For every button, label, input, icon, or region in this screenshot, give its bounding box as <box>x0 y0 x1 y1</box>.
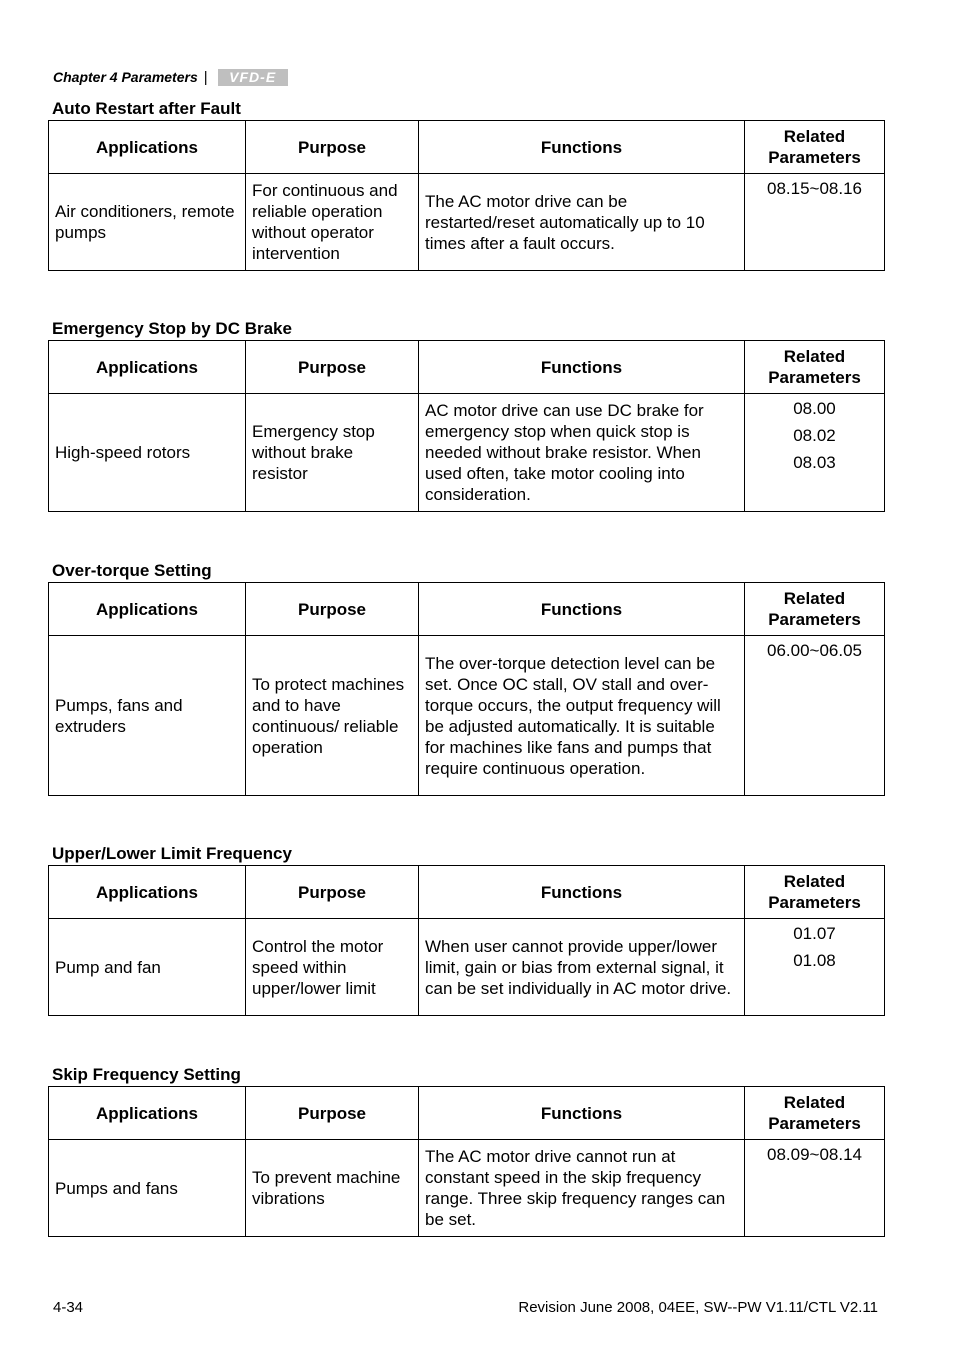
parameter-code: 01.08 <box>793 951 836 970</box>
col-applications: Applications <box>49 583 246 636</box>
col-related-parameters: Related Parameters <box>745 1087 885 1140</box>
header-separator: | <box>203 68 208 86</box>
table-header-row <box>49 121 885 174</box>
page-number: 4-34 <box>53 1299 84 1316</box>
section-title: Auto Restart after Fault <box>52 99 241 118</box>
related-parameters-cell <box>745 636 885 796</box>
application-table <box>48 120 885 271</box>
section-upper-lower-limit <box>48 843 884 1016</box>
col-applications: Applications <box>49 1087 246 1140</box>
functions-cell: The AC motor drive cannot run at constant speed in the skip frequency range. Three skip frequency ranges can be set. <box>419 1140 745 1237</box>
table-header-row <box>49 866 885 919</box>
functions-cell: AC motor drive can use DC brake for emergency stop when quick stop is needed without brake resistor. When used often, take motor cooling into consideration. <box>419 394 745 512</box>
functions-cell: When user cannot provide upper/lower limit, gain or bias from external signal, it can be set individually in AC motor drive. <box>419 919 745 1016</box>
col-functions: Functions <box>419 583 745 636</box>
col-related-parameters: Related Parameters <box>745 583 885 636</box>
col-applications: Applications <box>49 121 246 174</box>
col-purpose: Purpose <box>246 121 419 174</box>
table-header-row <box>49 341 885 394</box>
col-related-parameters: Related Parameters <box>745 121 885 174</box>
col-purpose: Purpose <box>246 866 419 919</box>
col-functions: Functions <box>419 341 745 394</box>
related-parameters-cell <box>745 1140 885 1237</box>
col-purpose: Purpose <box>246 583 419 636</box>
related-parameters-cell <box>745 919 885 1016</box>
parameter-code: 08.00 <box>793 399 836 418</box>
col-applications: Applications <box>49 866 246 919</box>
section-skip-frequency <box>48 1064 884 1237</box>
col-purpose: Purpose <box>246 1087 419 1140</box>
section-title: Skip Frequency Setting <box>52 1065 241 1084</box>
application-table <box>48 340 885 512</box>
section-title: Emergency Stop by DC Brake <box>52 319 292 338</box>
parameter-code: 08.09~08.14 <box>766 1145 862 1164</box>
chapter-title: Chapter 4 Parameters <box>53 69 198 85</box>
table-header-row <box>49 1087 885 1140</box>
table-row <box>49 919 885 1016</box>
parameter-code: 08.02 <box>793 426 836 445</box>
purpose-cell: Control the motor speed within upper/lower limit <box>246 919 419 1016</box>
parameter-code: 01.07 <box>793 924 836 943</box>
applications-cell: High-speed rotors <box>49 394 246 512</box>
table-header-row <box>49 583 885 636</box>
col-functions: Functions <box>419 866 745 919</box>
page-header <box>53 66 288 88</box>
application-table <box>48 865 885 1016</box>
related-parameters-cell <box>745 174 885 271</box>
section-auto-restart <box>48 98 884 271</box>
table-row <box>49 636 885 796</box>
applications-cell: Air conditioners, remote pumps <box>49 174 246 271</box>
section-title: Over-torque Setting <box>52 561 212 580</box>
functions-cell: The AC motor drive can be restarted/reset automatically up to 10 times after a fault occurs. <box>419 174 745 271</box>
col-related-parameters: Related Parameters <box>745 341 885 394</box>
purpose-cell: To protect machines and to have continuous/ reliable operation <box>246 636 419 796</box>
col-related-parameters: Related Parameters <box>745 866 885 919</box>
purpose-cell: To prevent machine vibrations <box>246 1140 419 1237</box>
purpose-cell: For continuous and reliable operation without operator intervention <box>246 174 419 271</box>
table-row <box>49 394 885 512</box>
col-purpose: Purpose <box>246 341 419 394</box>
section-emergency-stop <box>48 318 884 512</box>
section-over-torque <box>48 560 884 796</box>
table-row <box>49 1140 885 1237</box>
parameter-code: 08.15~08.16 <box>766 179 862 198</box>
related-parameters-cell <box>745 394 885 512</box>
col-applications: Applications <box>49 341 246 394</box>
vfd-e-logo: VFD-E <box>218 69 288 86</box>
col-functions: Functions <box>419 1087 745 1140</box>
applications-cell: Pumps and fans <box>49 1140 246 1237</box>
functions-cell: The over-torque detection level can be set. Once OC stall, OV stall and over-torque occurs, the output frequency will be adjusted automatically. It is suitable for machines like fans and pumps that require continuous operation. <box>419 636 745 796</box>
revision-text: Revision June 2008, 04EE, SW--PW V1.11/CTL V2.11 <box>518 1299 878 1316</box>
parameter-code: 06.00~06.05 <box>766 641 862 660</box>
applications-cell: Pumps, fans and extruders <box>49 636 246 796</box>
application-table <box>48 1086 885 1237</box>
section-title: Upper/Lower Limit Frequency <box>52 844 292 863</box>
col-functions: Functions <box>419 121 745 174</box>
application-table <box>48 582 885 796</box>
parameter-code: 08.03 <box>793 453 836 472</box>
table-row <box>49 174 885 271</box>
applications-cell: Pump and fan <box>49 919 246 1016</box>
purpose-cell: Emergency stop without brake resistor <box>246 394 419 512</box>
